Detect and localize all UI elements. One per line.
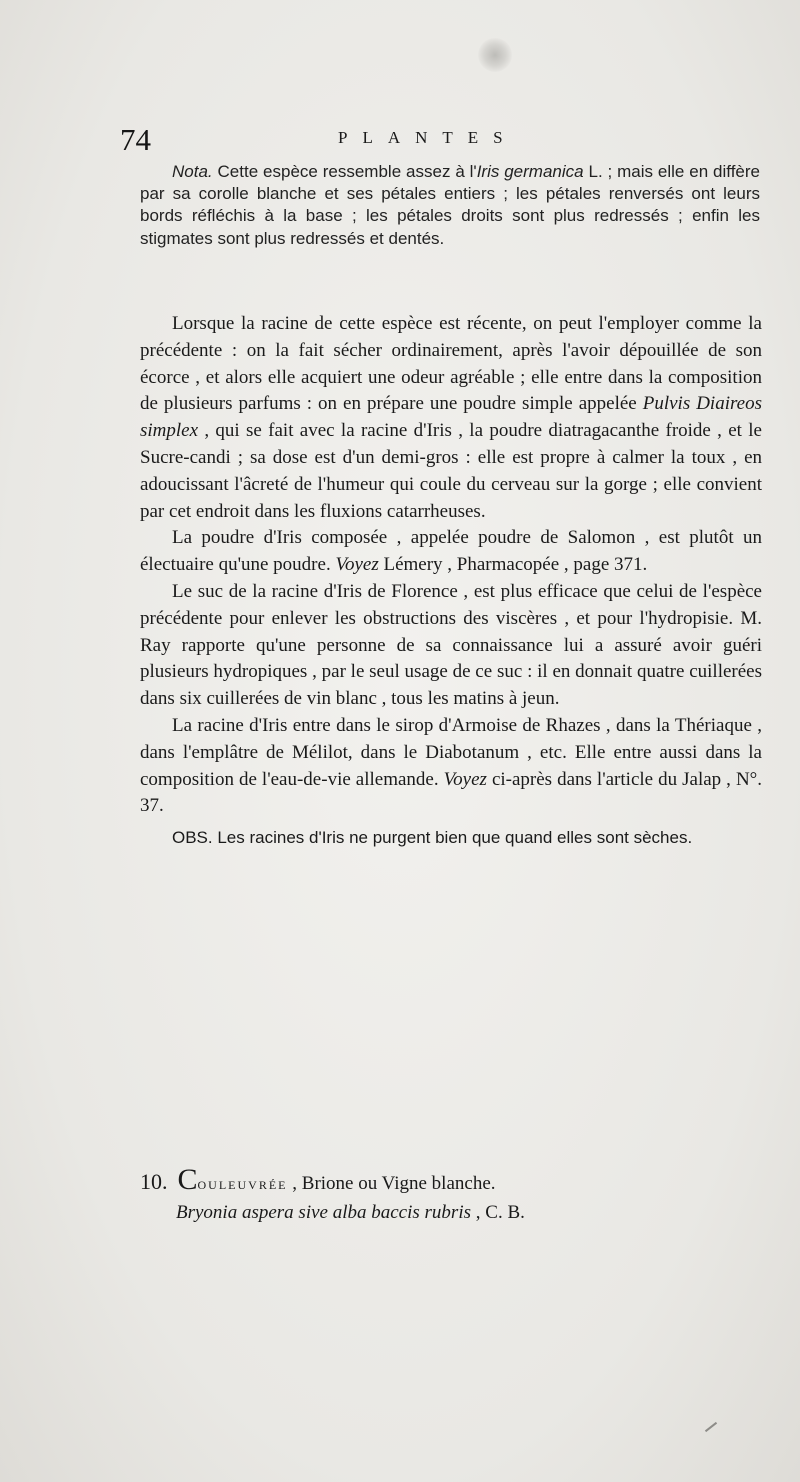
entry-latin-name-line (140, 1199, 762, 1227)
p1-text-before: Lorsque la racine de cette espèce est récente, on peut l'employer comme la précédente : on la fait sécher ordinairement, après l'avoir dépouillée de son écorce , et alors elle acquiert une odeur agréable ; elle entre dans la composition de plusieurs parfums : on en prépare une poudre simple appelée (140, 313, 762, 415)
pencil-mark (705, 1422, 717, 1432)
note-text-before: Cette espèce ressemble assez à l' (217, 162, 477, 181)
p4-text: La racine d'Iris entre dans le sirop d'Armoise de Rhazes , dans la Thériaque , dans l'emplâtre de Mélilot, dans le Diabotanum , etc. Elle entre aussi dans la composition de l'eau-de-vie allemande. (140, 714, 762, 790)
entry-authority: , C. B. (471, 1202, 525, 1223)
observation-note: OBS. Les racines d'Iris ne purgent bien que quand elles sont sèches. (172, 828, 693, 848)
species-note (140, 161, 760, 250)
p4-voyez: Voyez (443, 768, 487, 790)
p2-text: La poudre d'Iris composée , appelée poudre de Salomon , est plutôt un électuaire qu'une poudre. (140, 527, 762, 576)
entry-initial: C (177, 1163, 198, 1196)
p4-reference: ci-après dans l'article du Jalap , N°. 37. (140, 768, 763, 817)
p1-text-after: , qui se fait avec la racine d'Iris , la poudre diatragacanthe froide , et le Sucre-candi ; sa dose est d'un demi-gros : elle est propre à calmer la toux , en adoucissant l'âcreté de l'humeur qui coule du cerveau sur la gorge ; elle convient par cet endroit dans les fluxions catarrheuses. (140, 420, 762, 522)
page-header (120, 122, 760, 156)
paragraph-salomon-powder (140, 525, 762, 579)
main-text (140, 311, 762, 849)
plant-entry-heading (140, 1163, 762, 1227)
p1-latin-term: Pulvis Diaireos simplex (140, 393, 762, 442)
running-head: PLANTES (338, 128, 518, 147)
entry-latin-name: Bryonia aspera sive alba baccis rubris (176, 1202, 472, 1223)
paragraph-preparations (140, 713, 762, 820)
note-text-after: L. ; mais elle en diffère par sa corolle blanche et ses pétales entiers ; les pétales renversés ont leurs bords réfléchis à la base ; les pétales droits sont plus redressés ; enfin les stigmates sont plus redressés et dentés. (140, 162, 760, 248)
paragraph-root-uses (140, 311, 762, 525)
entry-name: OULEUVRÉE (197, 1178, 288, 1192)
p2-reference: Lémery , Pharmacopée , page 371. (378, 554, 648, 576)
entry-common-names: , Brione ou Vigne blanche. (287, 1173, 496, 1194)
p2-voyez: Voyez (335, 554, 379, 576)
note-species-name: Iris germanica (476, 162, 584, 181)
page-number: 74 (120, 122, 151, 157)
note-paragraph (140, 161, 760, 250)
note-label: Nota. (172, 162, 213, 181)
entry-number: 10. (140, 1169, 168, 1194)
paragraph-florence-juice: Le suc de la racine d'Iris de Florence , est plus efficace que celui de l'espèce précédente pour enlever les obstructions des viscères , et pour l'hydropisie. M. Ray rapporte qu'une personne de sa connaissance lui a assuré avoir guéri plusieurs hydropiques , par le seul usage de ce suc : il en donnait quatre cuillerées dans six cuillerées de vin blanc , tous les matins à jeun. (140, 580, 762, 710)
ink-blot (478, 38, 512, 72)
